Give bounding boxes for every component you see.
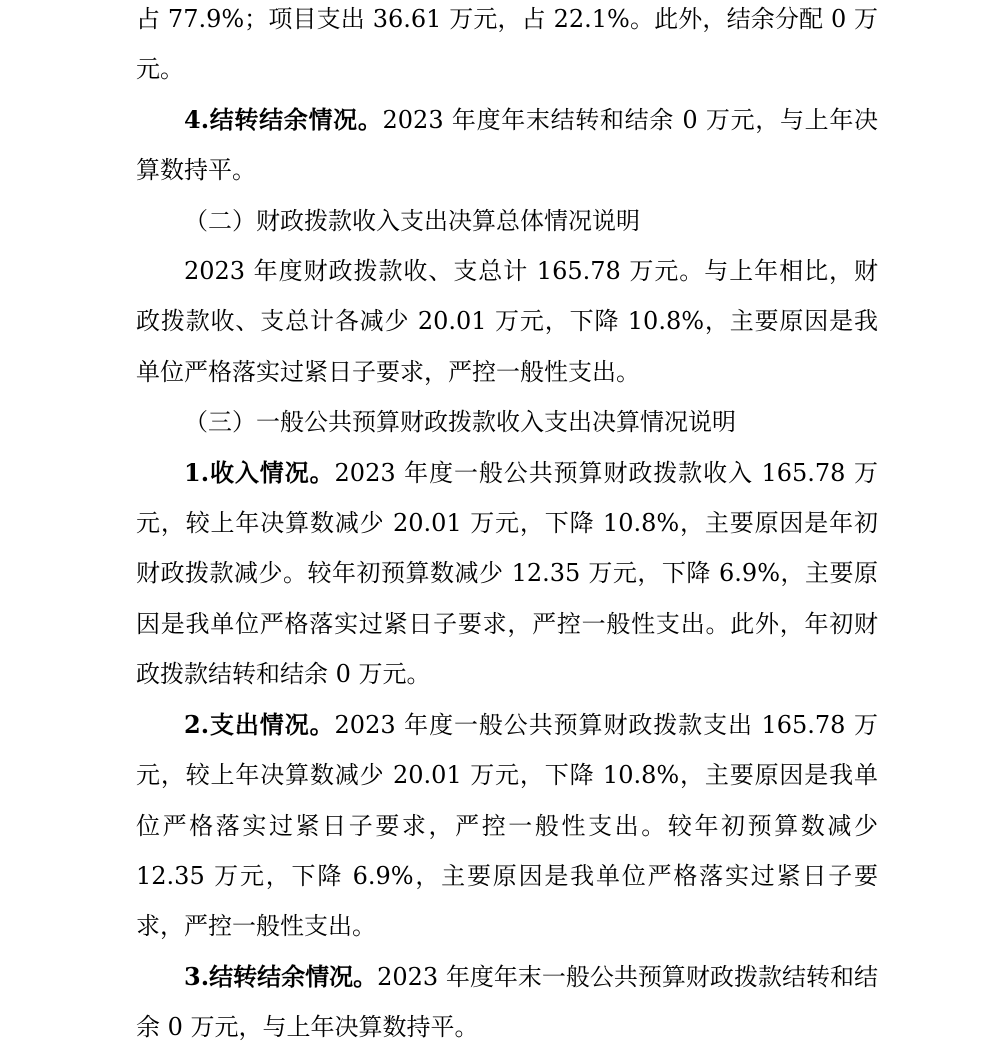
paragraph-expense-composition: [136, 0, 878, 95]
paragraph-lead: 3.结转结余情况。: [184, 961, 378, 991]
paragraph-carryover-summary: [136, 95, 878, 196]
paragraph-general-budget-carryover: [136, 952, 878, 1053]
paragraph-text: 占 77.9%；项目支出 36.61 万元，占 22.1%。此外，结余分配 0 万元。: [136, 5, 878, 84]
paragraph-lead: 1.收入情况。: [184, 457, 335, 487]
paragraph-fiscal-total: [136, 246, 878, 397]
paragraph-income: [136, 448, 878, 700]
paragraph-lead: 4.结转结余情况。: [184, 104, 383, 134]
paragraph-text: 2023 年度年末一般公共预算财政拨款结转和结余 0 万元，与上年决算数持平。: [136, 962, 878, 1042]
paragraph-expense: [136, 700, 878, 952]
section-heading-general-budget: （三）一般公共预算财政拨款收入支出决算情况说明: [184, 408, 736, 437]
paragraph-text: 2023 年度财政拨款收、支总计 165.78 万元。与上年相比，财政拨款收、支总计各减少 20.01 万元，下降 10.8%，主要原因是我单位严格落实过紧日子要求，严控一般性支出。: [136, 257, 878, 386]
paragraph-text: 2023 年度一般公共预算财政拨款收入 165.78 万元，较上年决算数减少 20.01 万元，下降 10.8%，主要原因是年初财政拨款减少。较年初预算数减少 12.35 万元，下降 6.9%，主要原因是我单位严格落实过紧日子要求，严控一般性支出。此外，年初财政拨款结转和结余 0 万元。: [136, 458, 878, 689]
paragraph-text: 2023 年度一般公共预算财政拨款支出 165.78 万元，较上年决算数减少 20.01 万元，下降 10.8%，主要原因是我单位严格落实过紧日子要求，严控一般性支出。较年初预算数减少 12.35 万元，下降 6.9%，主要原因是我单位严格落实过紧日子要求，严控一般性支出。: [136, 710, 878, 941]
paragraph-text: 2023 年度年末结转和结余 0 万元，与上年决算数持平。: [136, 105, 879, 185]
paragraph-lead: 2.支出情况。: [184, 709, 335, 739]
document-page: [136, 0, 878, 1053]
section-heading-fiscal-total: （二）财政拨款收入支出决算总体情况说明: [184, 206, 640, 235]
